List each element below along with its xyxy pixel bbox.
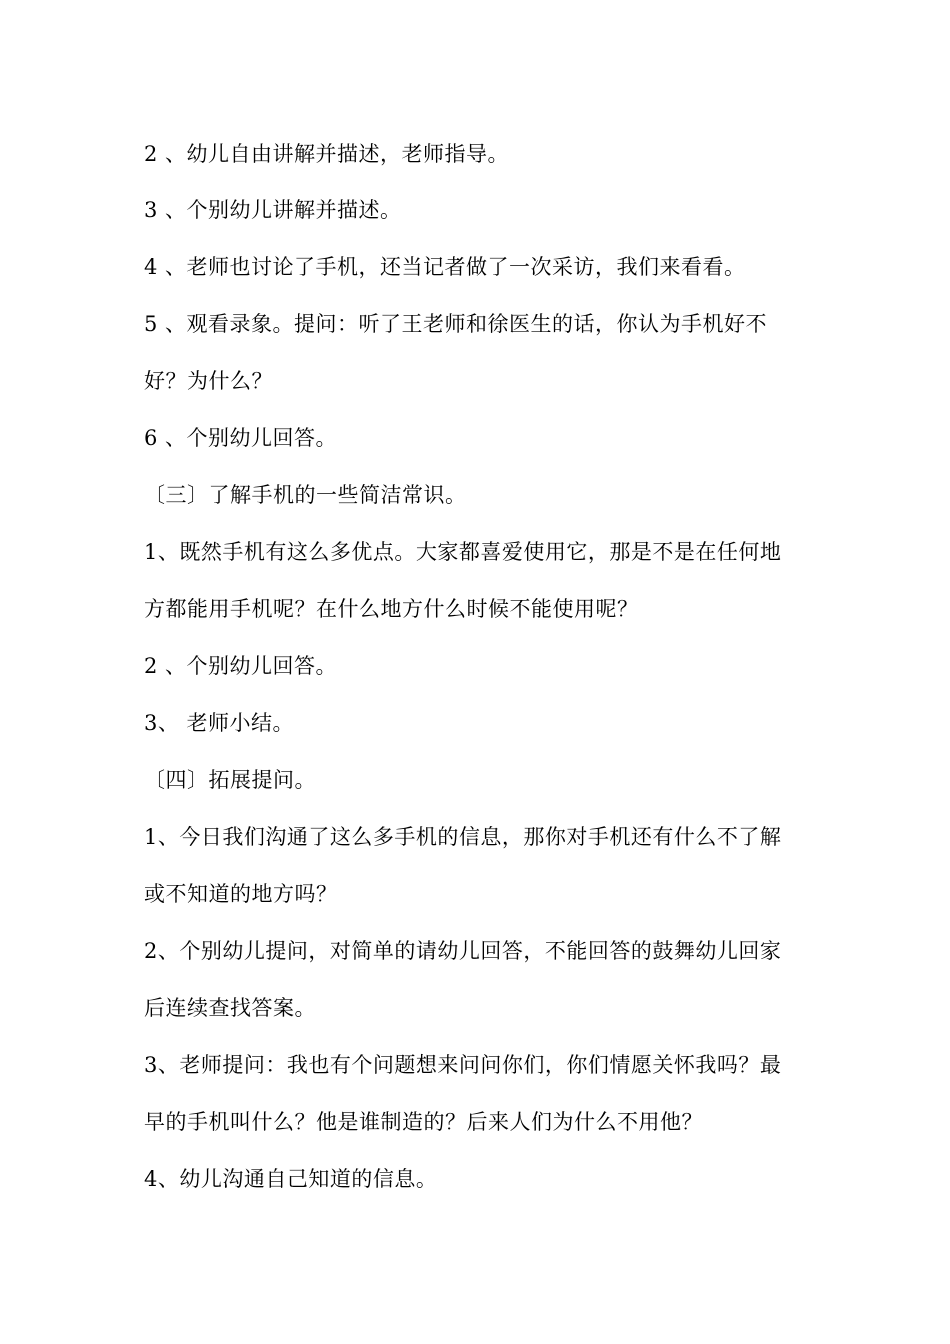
text-line: 2、个别幼儿提问，对简单的请幼儿回答，不能回答的鼓舞幼儿回家 bbox=[144, 939, 782, 963]
section-heading: 〔三〕了解手机的一些简洁常识。 bbox=[144, 483, 467, 507]
text-line: 2 、个别幼儿回答。 bbox=[144, 654, 338, 678]
text-line: 或不知道的地方吗？ bbox=[144, 882, 338, 906]
text-line: 2 、幼儿自由讲解并描述，老师指导。 bbox=[144, 142, 510, 166]
text-line: 早的手机叫什么？他是谁制造的？后来人们为什么不用他？ bbox=[144, 1110, 703, 1134]
text-line: 3 、个别幼儿讲解并描述。 bbox=[144, 198, 402, 222]
text-line: 4、幼儿沟通自己知道的信息。 bbox=[144, 1167, 438, 1191]
text-line: 好？为什么？ bbox=[144, 369, 273, 393]
text-line: 4 、老师也讨论了手机，还当记者做了一次采访，我们来看看。 bbox=[144, 255, 746, 279]
text-line: 方都能用手机呢？在什么地方什么时候不能使用呢？ bbox=[144, 597, 639, 621]
text-line: 1、既然手机有这么多优点。大家都喜爱使用它，那是不是在任何地 bbox=[144, 540, 782, 564]
text-line: 1、今日我们沟通了这么多手机的信息，那你对手机还有什么不了解 bbox=[144, 825, 782, 849]
text-line: 3、老师提问：我也有个问题想来问问你们，你们情愿关怀我吗？最 bbox=[144, 1053, 782, 1077]
text-line: 5 、观看录象。提问：听了王老师和徐医生的话，你认为手机好不 bbox=[144, 312, 768, 336]
text-line: 3、 老师小结。 bbox=[144, 711, 295, 735]
text-line: 后连续查找答案。 bbox=[144, 996, 316, 1020]
text-line: 6 、个别幼儿回答。 bbox=[144, 426, 338, 450]
section-heading: 〔四〕拓展提问。 bbox=[144, 768, 316, 792]
